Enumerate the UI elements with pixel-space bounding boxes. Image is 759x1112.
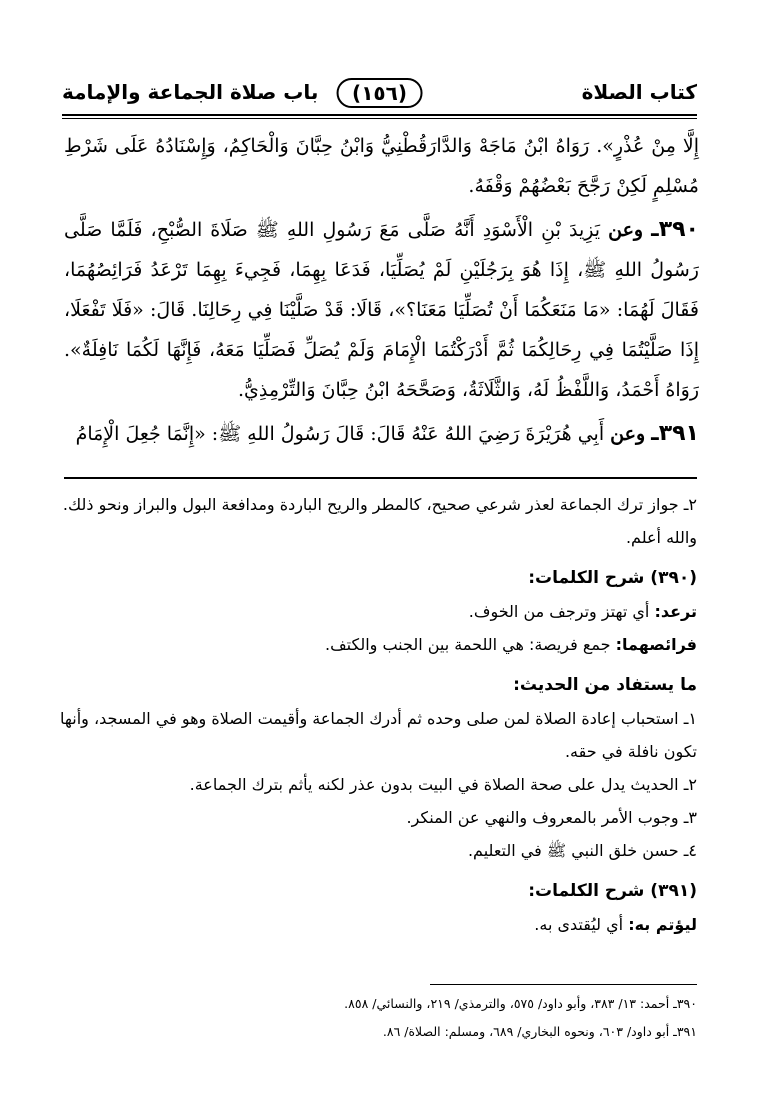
footnote-390: ٣٩٠ـ أحمد: ١٣/ ٣٨٣، وأبو داود/ ٥٧٥، والترمذي/ ٢١٩، والنسائي/ ٨٥٨. [344, 996, 697, 1011]
vocab-item [60, 595, 697, 628]
footnote-rule [430, 984, 697, 985]
hadith-body: يَزِيدَ بْنِ الْأَسْوَدِ أَنَّهُ صَلَّى مَعَ رَسُولِ اللهِ ﷺ صَلَاةَ الصُّبْحِ، فَلَمَّا صَلَّى رَسُولُ اللهِ ﷺ، إِذَا هُوَ بِرَجُلَيْنِ لَمْ يُصَلِّيَا، فَدَعَا بِهِمَا، فَجِيءَ بِهِمَا تَرْعَدُ فَرَائِصُهُمَا، فَقَالَ لَهُمَا: «مَا مَنَعَكُمَا أَنْ تُصَلِّيَا مَعَنَا؟»، قَالَا: قَدْ صَلَّيْنَا فِي رِحَالِنَا. قَالَ: «فَلَا تَفْعَلَا، إِذَا صَلَّيْتُمَا فِي رِحَالِكُمَا ثُمَّ أَدْرَكْتُمَا الْإِمَامَ وَلَمْ يُصَلِّ فَصَلِّيَا مَعَهُ، فَإِنَّهَا لَكُمَا نَافِلَةٌ». رَوَاهُ أَحْمَدُ، وَاللَّفْظُ لَهُ، وَالثَّلَاثَةُ، وَصَحَّحَهُ ابْنُ حِبَّانَ وَالتِّرْمِذِيُّ. [64, 219, 699, 401]
hadith-389-continuation: إِلَّا مِنْ عُذْرٍ». رَوَاهُ ابْنُ مَاجَهْ وَالدَّارَقُطْنِيُّ وَابْنُ حِبَّانَ وَالْحَاكِمُ، وَإِسْنَادُهُ عَلَى شَرْطِ مُسْلِمٍ لَكِنْ رَجَّحَ بَعْضُهُمْ وَقْفَهُ. [64, 135, 699, 197]
narration-start: وعن [610, 423, 646, 445]
book-title: كتاب الصلاة [581, 80, 697, 104]
vocab-definition: جمع فريصة: هي اللحمة بين الجنب والكتف. [325, 635, 611, 654]
commentary-separator [64, 477, 697, 479]
hadith-number: ٣٩١ـ [651, 421, 699, 446]
benefit-item: ١ـ استحباب إعادة الصلاة لمن صلى وحده ثم أدرك الجماعة وأقيمت الصلاة وهو في المسجد، وأنها تكون نافلة في حقه. [59, 709, 697, 761]
hadith-text [64, 126, 699, 458]
vocab-term: ليؤتم به: [628, 915, 697, 934]
footnote-391: ٣٩١ـ أبو داود/ ٦٠٣، ونحوه البخاري/ ٦٨٩، ومسلم: الصلاة/ ٨٦. [382, 1024, 697, 1039]
page-number: (١٥٦) [336, 78, 423, 108]
page-header [62, 78, 697, 112]
narration-start: وعن [608, 219, 644, 241]
chapter-title: باب صلاة الجماعة والإمامة [62, 80, 319, 104]
vocab-390-title: (٣٩٠) شرح الكلمات: [528, 568, 697, 588]
vocab-item [60, 628, 697, 661]
vocab-term: ترعد: [654, 602, 697, 621]
hadith-391 [64, 414, 699, 454]
hadith-body: أَبِي هُرَيْرَةَ رَضِيَ اللهُ عَنْهُ قَالَ: قَالَ رَسُولُ اللهِ ﷺ: «إِنَّمَا جُعِلَ الْإِمَامُ [75, 423, 605, 445]
commentary [60, 488, 697, 941]
benefit-389-2: ٢ـ جواز ترك الجماعة لعذر شرعي صحيح، كالمطر والريح الباردة ومدافعة البول والبراز ونحو ذلك. والله أعلم. [62, 495, 697, 547]
header-rule [62, 114, 697, 116]
hadith-number: ٣٩٠ـ [651, 217, 699, 242]
footnotes [60, 990, 697, 1046]
benefit-item: ٤ـ حسن خلق النبي ﷺ في التعليم. [467, 841, 697, 860]
vocab-item [60, 908, 697, 941]
benefit-item: ٢ـ الحديث يدل على صحة الصلاة في البيت بدون عذر لكنه يأثم بترك الجماعة. [189, 775, 697, 794]
header-rule-thin [62, 118, 697, 119]
benefits-title: ما يستفاد من الحديث: [513, 675, 697, 695]
vocab-391-title: (٣٩١) شرح الكلمات: [528, 881, 697, 901]
vocab-definition: أي تهتز وترجف من الخوف. [468, 602, 650, 621]
vocab-definition: أي ليُقتدى به. [534, 915, 624, 934]
vocab-term: فرائصهما: [615, 635, 697, 654]
benefit-item: ٣ـ وجوب الأمر بالمعروف والنهي عن المنكر. [406, 808, 697, 827]
hadith-390 [64, 210, 699, 410]
